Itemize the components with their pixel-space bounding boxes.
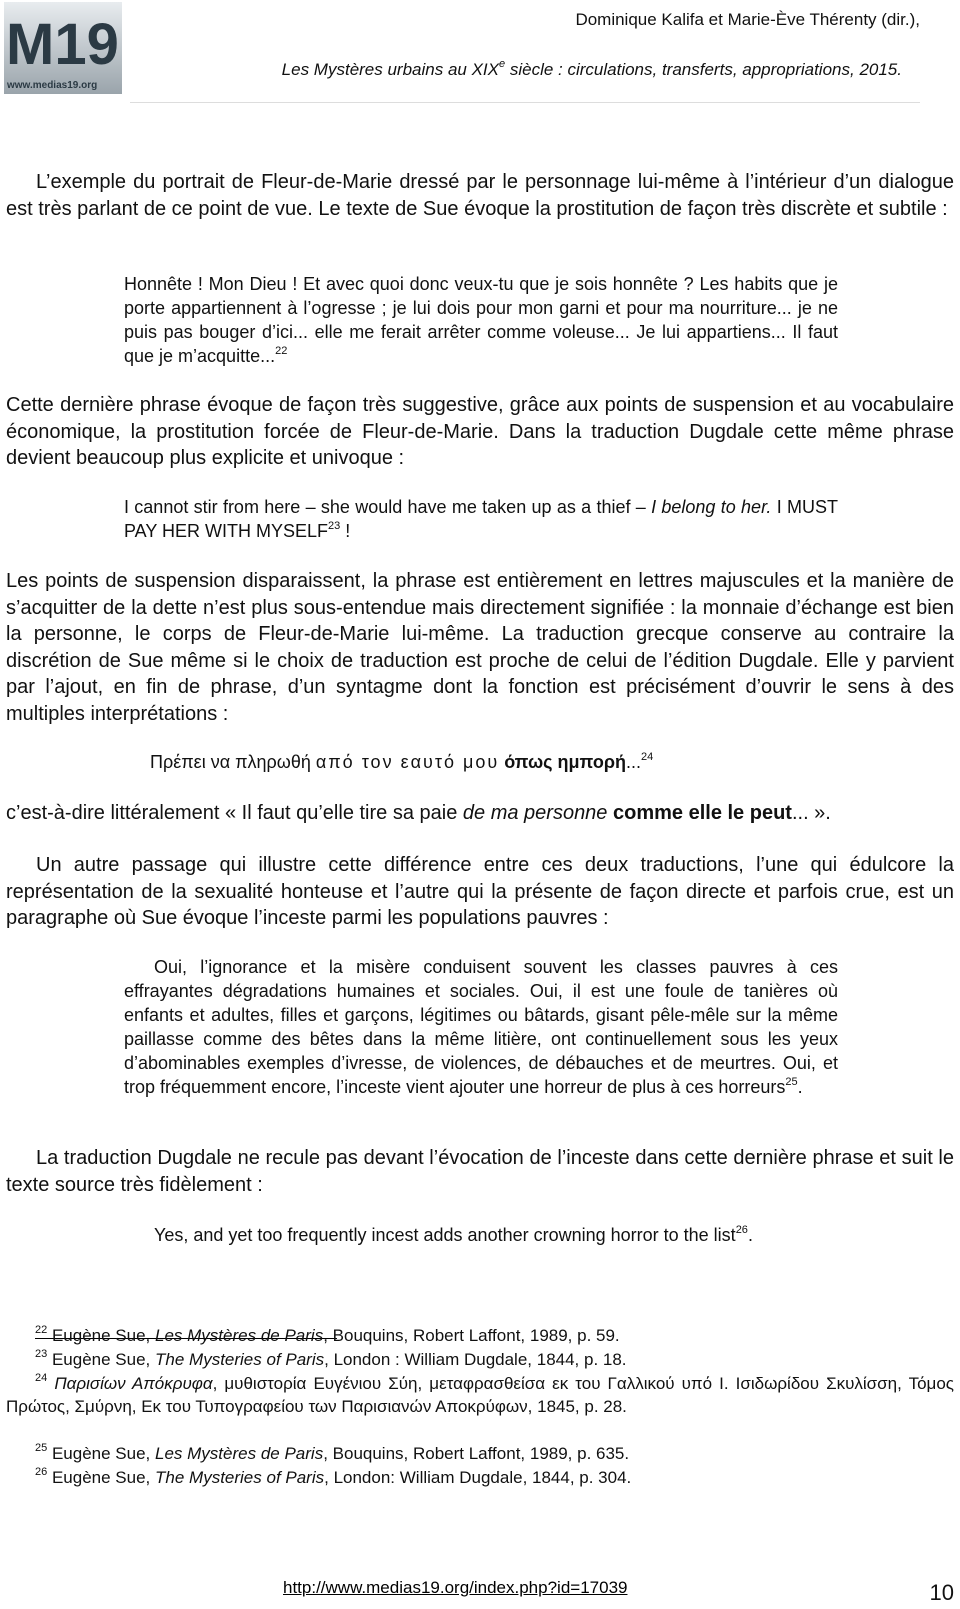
quote-4: Oui, l’ignorance et la misère conduisent souvent les classes pauvres à ces effrayantes dégradations humaines et sociales. Oui, il est une foule de tanières où enfants et adultes, filles et garçons, légitimes ou bâtards, gisant pêle-mêle sur la même paillasse comme des bêtes dans la même litière, ont continuellement sous les yeux d’abominables exemples d’ivresse, de violences, de débauches et de meurtres. Oui, et trop fréquemment encore, l’inceste vient ajouter une horreur de plus à ces horreurs$^{25}$. <box>124 957 838 1097</box>
paragraph-6: La traduction Dugdale ne recule pas devant l’évocation de l’inceste dans cette dernière phrase et suit le texte source très fidèlement : <box>6 1147 954 1196</box>
quote-1: Honnête ! Mon Dieu ! Et avec quoi donc veux-tu que je sois honnête ? Les habits que je porte appartiennent à l’ogresse ; je lui dois pour mon garni et pour ma nourriture... je ne puis pas bouger d’ici... elle me ferait arrêter comme voleuse... Je lui appartiens... Il faut que je m’acquitte...$^{22}$ <box>124 274 838 366</box>
header-book-title: Les Mystères urbains au XIXe siècle : circulations, transferts, appropriations, 2015. <box>281 58 902 79</box>
logo-url-text: www.medias19.org <box>7 80 98 91</box>
footnote-ref-23[interactable]: 23 <box>328 520 341 532</box>
paragraph-5: Un autre passage qui illustre cette différence entre ces deux traductions, l’une qui édulcore la représentation de la sexualité honteuse et l’autre qui la présente de façon directe et parfois crue, est un paragraphe où Sue évoque l’inceste parmi les populations pauvres : <box>6 854 954 929</box>
footnote-26: $^{26}$ Eugène Sue, The Mysteries of Paris, London: William Dugdale, 1844, p. 304. <box>35 1466 632 1487</box>
footnote-ref-24[interactable]: 24 <box>640 751 654 763</box>
footnote-23: $^{23}$ Eugène Sue, The Mysteries of Paris, London : William Dugdale, 1844, p. 18. <box>35 1348 627 1369</box>
footnote-24: $^{24}$ Παρισίων Απόκρυφα, μυθιστορία Ευγένιου Σύη, μεταφρασθείσα εκ του Γαλλικού υπό Ι. Ισιδωρίδου Σκυλίσση, Τόμος Πρώτος, Σμύρνη, Εκ του Τυπογραφείου των Παρισιανών Αποκρύφων, 1845, p. 28. <box>6 1372 954 1416</box>
quote-2: I cannot stir from here – she would have me taken up as a thief – I belong to her. I MUST PAY HER WITH MYSELF$^{23}$ ! <box>124 497 839 541</box>
footer-url-link[interactable]: http://www.medias19.org/index.php?id=17039 <box>283 1578 628 1597</box>
paragraph-4: c’est-à-dire littéralement « Il faut qu’elle tire sa paie de ma personne comme elle le peut... ». <box>6 802 831 824</box>
logo-mark-text: M19 <box>6 12 119 77</box>
page-number: 10 <box>929 1580 954 1605</box>
footnote-25: $^{25}$ Eugène Sue, Les Mystères de Paris, Bouquins, Robert Laffont, 1989, p. 635. <box>35 1442 630 1463</box>
quote-3-greek: Πρέπει να πληρωθή από τον εαυτό μου όπως ημπορή...$^{24}$ <box>150 751 654 772</box>
footnote-ref-25[interactable]: 25 <box>785 1076 798 1088</box>
header-author-line: Dominique Kalifa et Marie-Ève Thérenty (dir.), <box>575 10 920 29</box>
quote-5: Yes, and yet too frequently incest adds another crowning horror to the list$^{26}$. <box>154 1224 753 1245</box>
paragraph-1: L’exemple du portrait de Fleur-de-Marie dressé par le personnage lui-même à l’intérieur d’un dialogue est très parlant de ce point de vue. Le texte de Sue évoque la prostitution de façon très discrète et subtile : <box>6 171 954 220</box>
footnote-ref-22[interactable]: 22 <box>275 345 288 357</box>
header-divider <box>130 102 920 103</box>
footnote-ref-26[interactable]: 26 <box>735 1224 748 1236</box>
paragraph-2: Cette dernière phrase évoque de façon très suggestive, grâce aux points de suspension et au vocabulaire économique, la prostitution forcée de Fleur-de-Marie. Dans la traduction Dugdale cette même phrase devient beaucoup plus explicite et univoque : <box>6 394 954 469</box>
medias19-logo <box>4 2 122 94</box>
footnote-22: $^{22}$ Eugène Sue, Les Mystères de Paris, Bouquins, Robert Laffont, 1989, p. 59. <box>35 1324 620 1345</box>
paragraph-3: Les points de suspension disparaissent, la phrase est entièrement en lettres majuscules et la manière de s’acquitter de la dette n’est plus sous-entendue mais directement signifiée : la monnaie d’échange est bien la personne, le corps de Fleur-de-Marie lui-même. La traduction grecque conserve au contraire la discrétion de Sue même si le choix de traduction est proche de celui de l’édition Dugdale. Elle y parvient par l’ajout, en fin de phrase, d’un syntagme dont la fonction est précisément d’ouvrir le sens à des multiples interprétations : <box>6 570 954 725</box>
